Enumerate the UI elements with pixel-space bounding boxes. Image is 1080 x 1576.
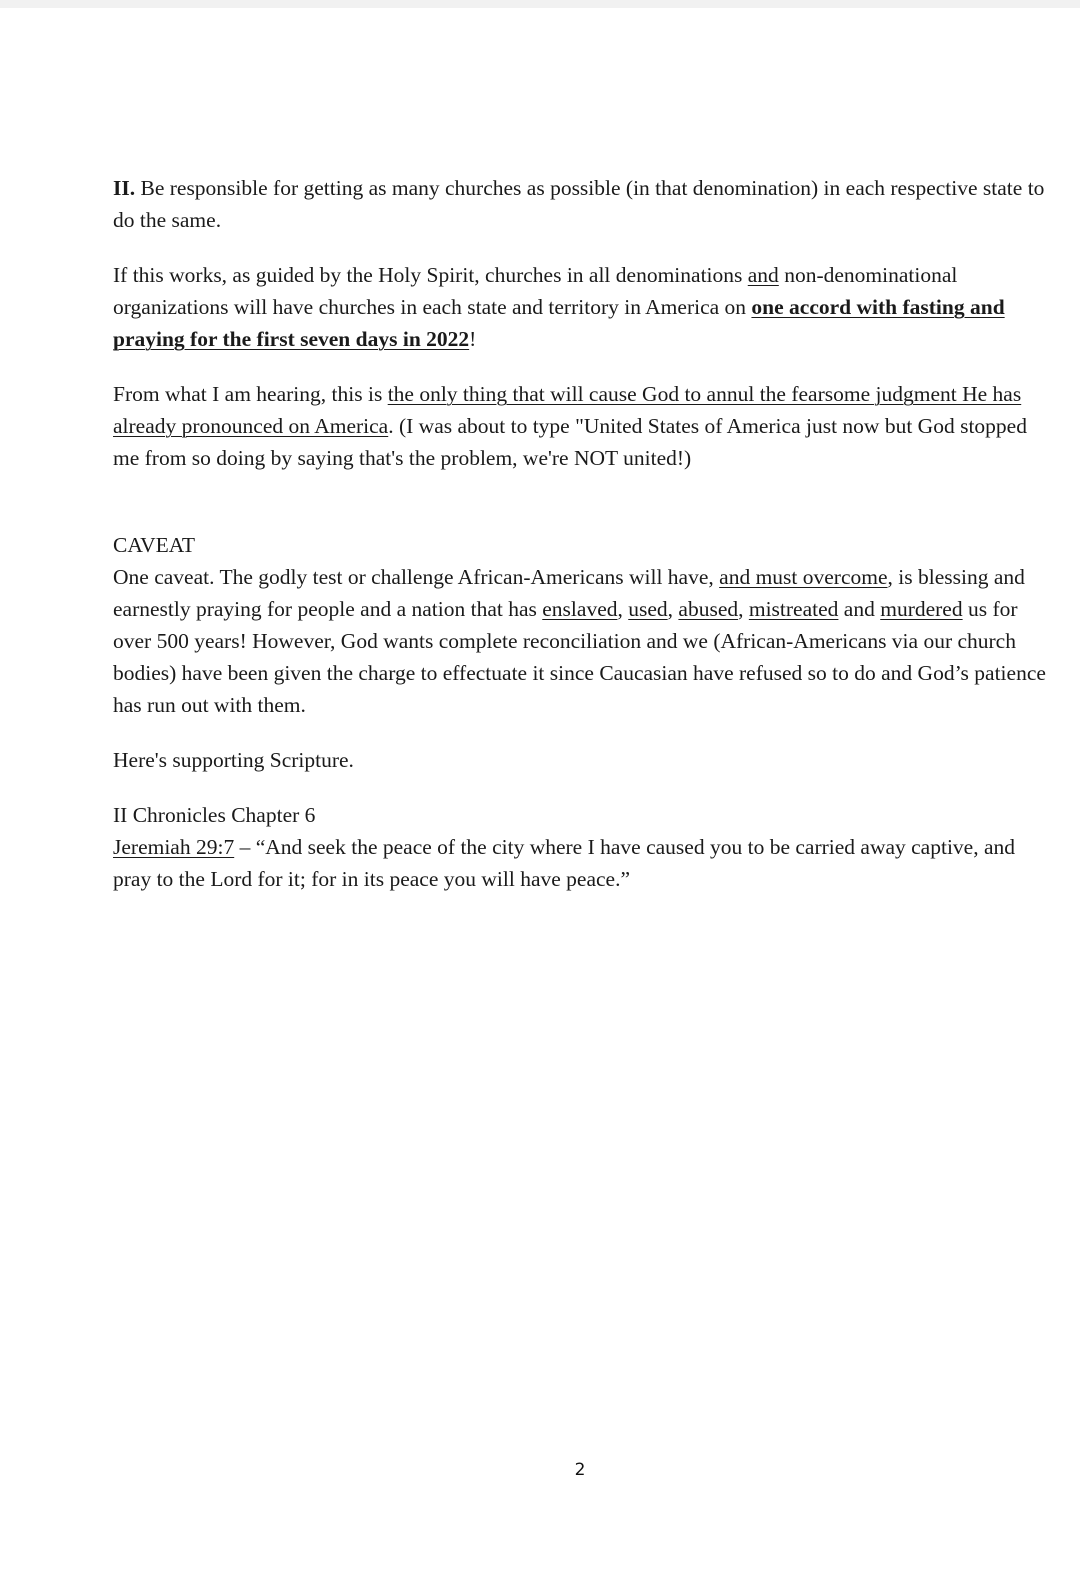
underlined-mistreated: mistreated — [748, 597, 839, 621]
top-toolbar-strip — [0, 0, 1080, 8]
underlined-must-overcome: and must overcome — [719, 565, 888, 589]
paragraph-from-what-i-am-hearing — [113, 378, 1053, 474]
document-page — [113, 172, 1053, 895]
caveat-heading: CAVEAT — [113, 533, 196, 557]
text-run: ! — [469, 327, 477, 351]
jeremiah-reference: Jeremiah 29:7 — [113, 835, 235, 859]
bold-underlined-one-accord: one accord with fasting and praying for the first seven days in 2022 — [113, 295, 1005, 351]
jeremiah-quote: – “And seek the peace of the city where I have caused you to be carried away captive, and pray to the Lord for it; for in its peace you will have peace.” — [113, 835, 1016, 891]
underlined-enslaved: enslaved — [542, 597, 618, 621]
underlined-only-thing: the only thing that will cause God to annul the fearsome judgment He has already pronounced on America — [113, 382, 1022, 438]
paragraph-jeremiah — [113, 831, 1053, 895]
text-run: , — [617, 597, 629, 621]
paragraph-point-two — [113, 172, 1053, 236]
text-run: , — [738, 597, 749, 621]
text-run: , is blessing and earnestly praying for people and a nation that has — [113, 565, 1025, 621]
underlined-and: and — [747, 263, 779, 287]
paragraph-caveat — [113, 561, 1053, 721]
text-run: non-denominational organizations will have churches in each state and territory in America on — [113, 263, 958, 319]
page-number: 2 — [574, 1460, 586, 1480]
text-run: and — [838, 597, 881, 621]
chronicles-reference: II Chronicles Chapter 6 — [113, 803, 316, 827]
text-run: One caveat. The godly test or challenge African-Americans will have, — [113, 565, 720, 589]
underlined-murdered: murdered — [880, 597, 963, 621]
underlined-abused: abused — [678, 597, 739, 621]
text-run: From what I am hearing, this is — [113, 382, 388, 406]
point-two-text: Be responsible for getting as many churches as possible (in that denomination) in each respective state to do the same. — [113, 176, 1045, 232]
text-run: If this works, as guided by the Holy Spirit, churches in all denominations — [113, 263, 748, 287]
paragraph-if-this-works — [113, 259, 1053, 355]
text-run: , — [667, 597, 679, 621]
underlined-used: used — [628, 597, 668, 621]
text-run: us for over 500 years! However, God wants complete reconciliation and we (African-Americans via our church bodies) have been given the charge to effectuate it since Caucasian have refused so to do and God’s patience has run out with them. — [113, 597, 1046, 717]
paragraph-supporting-scripture: Here's supporting Scripture. — [113, 748, 354, 772]
roman-numeral: II. — [113, 176, 136, 200]
text-run: . (I was about to type "United States of America just now but God stopped me from so doing by saying that's the problem, we're NOT united!) — [113, 414, 1027, 470]
